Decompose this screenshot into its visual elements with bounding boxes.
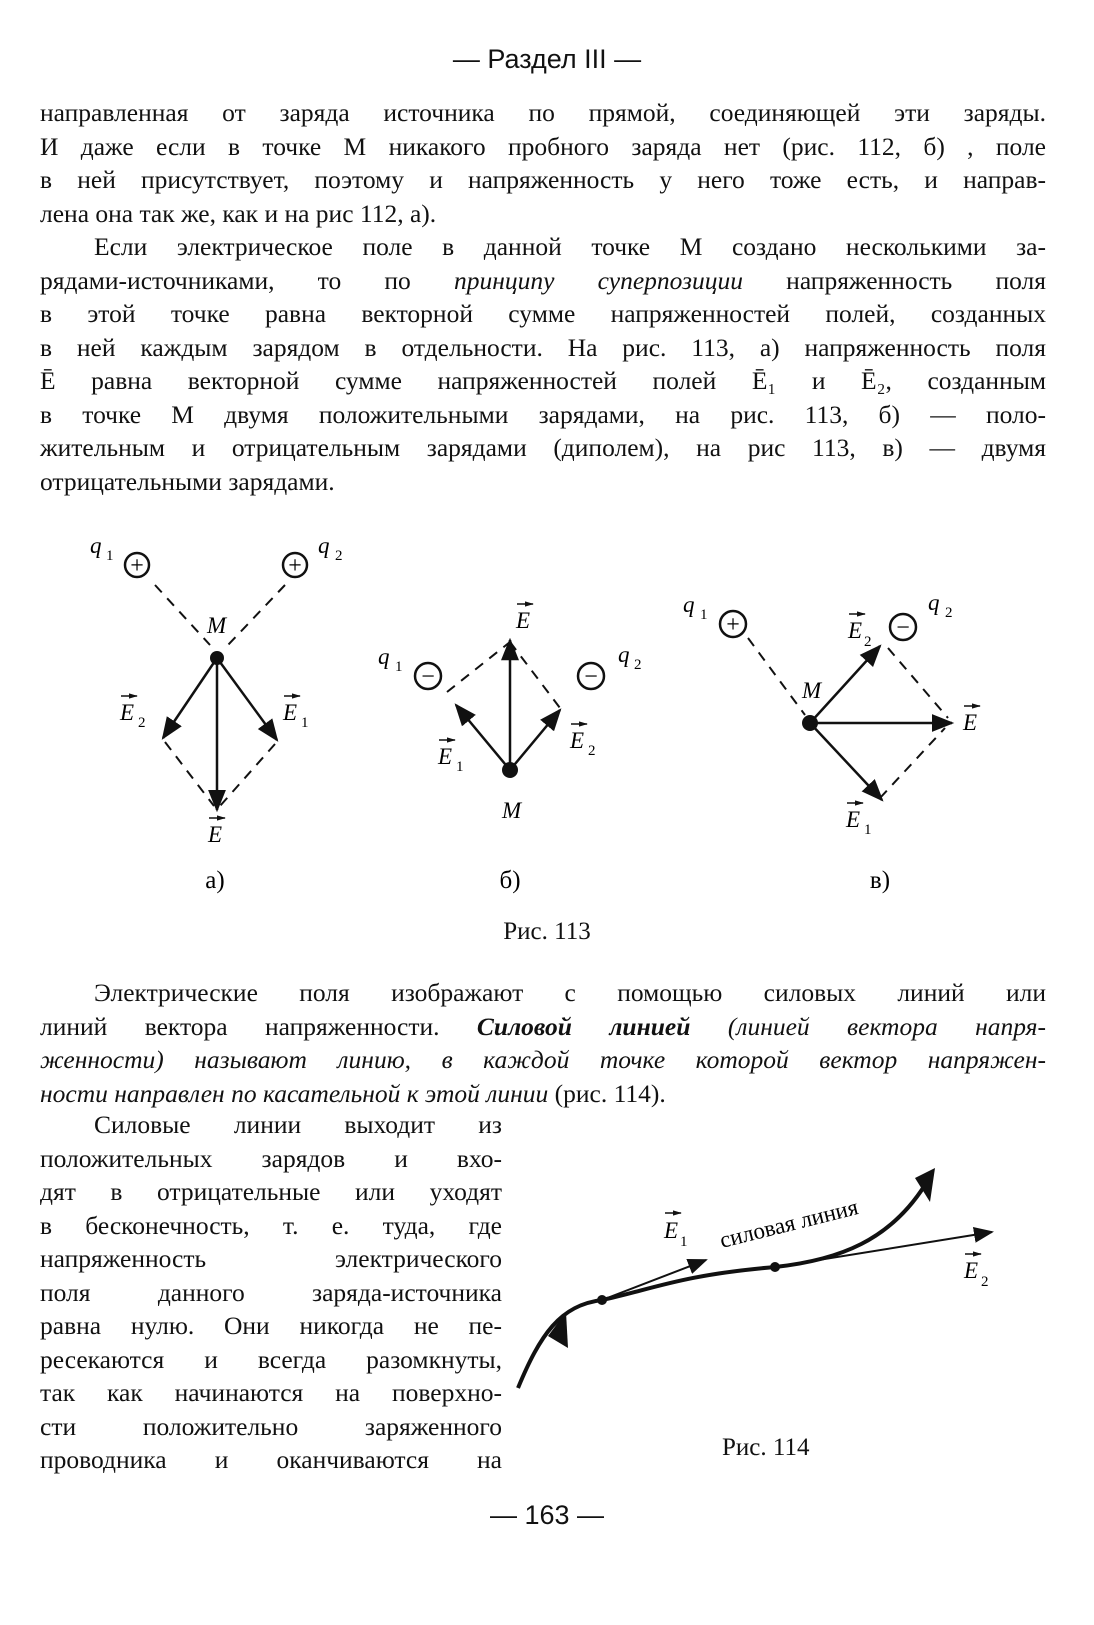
text-line: ности направлен по касательной к этой линии (рис. 114). bbox=[40, 1078, 666, 1108]
text-line: лена она так же, как и на рис 112, а). bbox=[40, 198, 437, 228]
term-field-line: Силовой линией bbox=[476, 1011, 691, 1041]
panel-label-v: в) bbox=[869, 867, 891, 894]
panel-label-a: а) bbox=[205, 867, 225, 894]
text-line: ресекаются и всегда разомкнуты, bbox=[40, 1344, 502, 1374]
panel-b bbox=[378, 604, 642, 894]
vector-e1-label: E bbox=[438, 744, 453, 769]
charge-label-q1: q bbox=[378, 644, 390, 669]
text-line: сти положительно заряженного bbox=[40, 1411, 502, 1441]
plus-sign: + bbox=[726, 612, 740, 638]
text-line: в ней присутствует, поэтому и напряженность у него тоже есть, и направ- bbox=[40, 165, 1046, 194]
vector-e-label: E bbox=[516, 608, 531, 633]
text-line: Ē равна векторной сумме напряженностей полей Ē₁ и Ē₂, созданным bbox=[40, 366, 1046, 395]
page-number: — 163 — bbox=[489, 1500, 605, 1530]
text-line: поля данного заряда-источника bbox=[40, 1277, 502, 1307]
subscript: 2 bbox=[981, 1274, 989, 1290]
text-line: Электрические поля изображают с помощью силовых линий или bbox=[94, 978, 1046, 1007]
figure-114-caption: Рис. 114 bbox=[722, 1434, 810, 1461]
subscript: 1 bbox=[456, 759, 464, 775]
subscript: 2 bbox=[588, 743, 596, 759]
charge-label-q1: q bbox=[683, 592, 695, 617]
minus-sign: − bbox=[421, 664, 435, 690]
panel-label-b: б) bbox=[499, 867, 521, 894]
vector-e1-label: E bbox=[846, 807, 861, 832]
vector-e2-label: E bbox=[964, 1258, 979, 1283]
text-line: женности) называют линию, в каждой точке которой вектор напряжен- bbox=[40, 1045, 1046, 1074]
paragraph-2 bbox=[40, 230, 1046, 498]
subscript: 2 bbox=[864, 634, 872, 650]
text-line: в ней каждым зарядом в отдельности. На рис. 113, а) напряженность поля bbox=[40, 332, 1046, 362]
minus-sign: − bbox=[584, 664, 598, 690]
field-line bbox=[518, 1185, 925, 1388]
charge-label-q2: q bbox=[318, 533, 330, 558]
subscript: 1 bbox=[301, 715, 309, 731]
subscript: 1 bbox=[700, 607, 708, 623]
subscript: 2 bbox=[138, 715, 146, 731]
vector-e2-label: E bbox=[848, 618, 863, 643]
text-line: направленная от заряда источника по прямой, соединяющей эти заряды. bbox=[40, 98, 1046, 127]
subscript: 1 bbox=[395, 659, 403, 675]
plus-sign: + bbox=[130, 553, 144, 579]
text-line: линий вектора напряженности. Силовой линией (линией вектора напря- bbox=[40, 1011, 1047, 1041]
text-line: положительных зарядов и вхо- bbox=[40, 1143, 502, 1173]
section-header: — Раздел III — bbox=[452, 44, 642, 74]
text-line: рядами-источниками, то по принципу суперпозиции напряженность поля bbox=[40, 265, 1046, 295]
text-line: Если электрическое поле в данной точке M создано несколькими за- bbox=[94, 232, 1046, 261]
text-line: дят в отрицательные или уходят bbox=[40, 1177, 502, 1206]
vector-e2-arrow bbox=[775, 1232, 992, 1267]
term-superposition: принципу суперпозиции bbox=[453, 265, 743, 295]
vector-e1-label: E bbox=[283, 700, 298, 725]
subscript: 1 bbox=[864, 822, 872, 838]
subscript: 2 bbox=[945, 605, 953, 621]
subscript: 1 bbox=[106, 548, 114, 564]
vector-e-label: E bbox=[208, 822, 223, 847]
text-line: напряженность электрического bbox=[40, 1244, 502, 1273]
vector-e2-label: E bbox=[120, 700, 135, 725]
point-m-label: M bbox=[802, 678, 822, 703]
paragraph-3 bbox=[40, 976, 1046, 1110]
text-line: отрицательными зарядами. bbox=[40, 466, 335, 496]
text-line: так как начинаются на поверхно- bbox=[40, 1378, 502, 1407]
point-m-label: M bbox=[502, 798, 522, 823]
text-line: в бесконечность, т. е. туда, где bbox=[40, 1210, 502, 1240]
paragraph-1 bbox=[40, 96, 1046, 230]
text-line: в этой точке равна векторной сумме напряженностей полей, созданных bbox=[40, 299, 1046, 328]
vector-e1-label: E bbox=[664, 1218, 679, 1243]
point-m-label: M bbox=[207, 613, 227, 638]
charge-label-q1: q bbox=[90, 533, 102, 558]
panel-v bbox=[683, 590, 980, 894]
paragraph-4 bbox=[40, 1108, 502, 1477]
vector-e2-label: E bbox=[570, 728, 585, 753]
panel-a bbox=[90, 533, 343, 894]
subscript: 2 bbox=[335, 548, 343, 564]
charge-label-q2: q bbox=[618, 642, 630, 667]
subscript: 1 bbox=[680, 1234, 688, 1250]
figure-113 bbox=[0, 520, 1094, 920]
subscript: 2 bbox=[634, 657, 642, 673]
text-line: жительным и отрицательным зарядами (диполем), на рис 113, в) — двумя bbox=[40, 433, 1046, 462]
text-line: равна нулю. Они никогда не пе- bbox=[40, 1311, 502, 1340]
text-line: проводника и оканчиваются на bbox=[40, 1445, 502, 1474]
text-line: Силовые линии выходит из bbox=[94, 1110, 502, 1139]
field-line-label: силовая линия bbox=[717, 1194, 861, 1253]
minus-sign: − bbox=[896, 615, 910, 641]
text-line: И даже если в точке M никакого пробного заряда нет (рис. 112, б) , поле bbox=[40, 131, 1046, 161]
vector-e-label: E bbox=[963, 710, 978, 735]
figure-114 bbox=[510, 1150, 1010, 1410]
plus-sign: + bbox=[288, 553, 302, 579]
figure-113-caption: Рис. 113 bbox=[503, 918, 591, 945]
text-line: в точке M двумя положительными зарядами, на рис. 113, б) — поло- bbox=[40, 399, 1046, 429]
charge-label-q2: q bbox=[928, 590, 940, 615]
